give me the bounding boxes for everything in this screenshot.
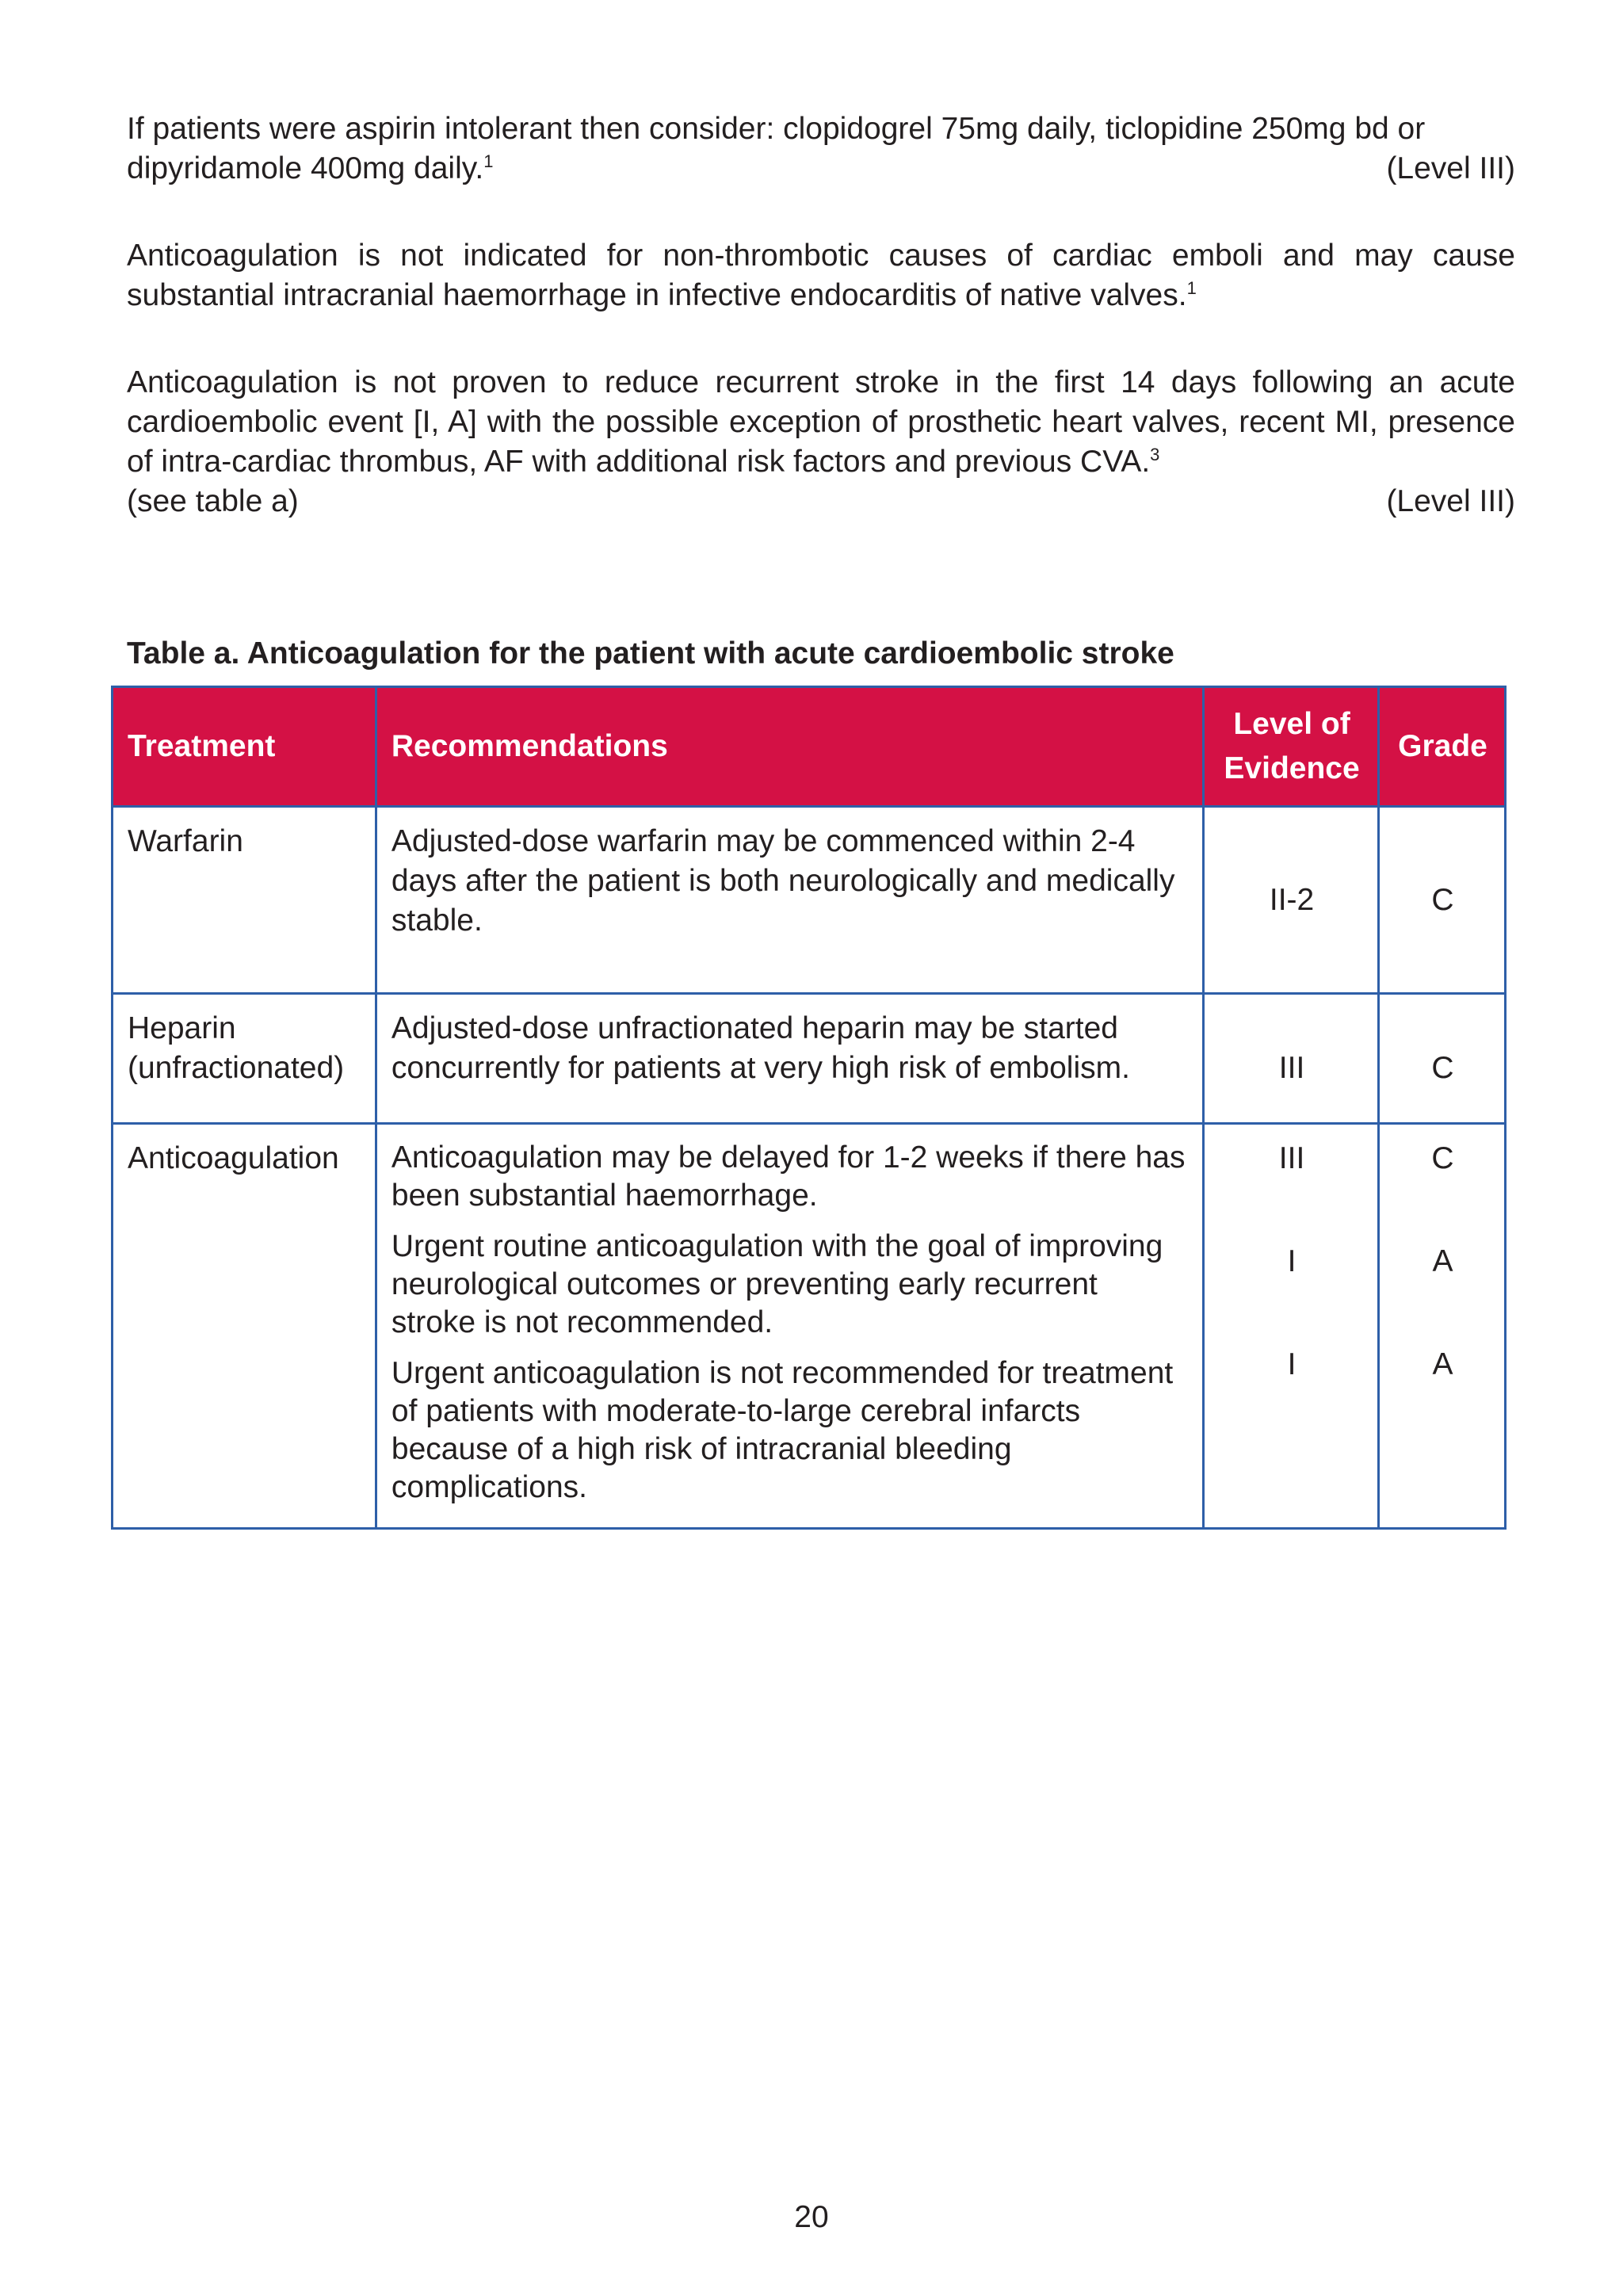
cell-recommendation: Adjusted-dose unfractionated heparin may be started concurrently for patients at very high risk of embolism. [376, 994, 1203, 1124]
cell-treatment: Warfarin [113, 807, 376, 994]
cell-treatment: Heparin (unfractionated) [113, 994, 376, 1124]
footnote-ref: 3 [1150, 445, 1160, 464]
cell-levels [1204, 1124, 1379, 1529]
paragraph-non-thrombotic [127, 236, 1515, 315]
table-header-row [113, 687, 1506, 807]
level-item: I [1287, 1347, 1296, 1381]
header-treatment: Treatment [113, 687, 376, 807]
table-row [113, 1124, 1506, 1529]
footnote-ref: 1 [483, 151, 494, 171]
page-number: 20 [794, 2200, 829, 2234]
paragraph-line: If patients were aspirin intolerant then consider: clopidogrel 75mg daily, ticlopidine 250mg bd or [127, 112, 1426, 146]
paragraph-line-last [127, 149, 1515, 189]
cell-grade: C [1379, 994, 1506, 1124]
grade-item: A [1432, 1347, 1453, 1381]
paragraph-aspirin-intolerant [127, 109, 1515, 189]
cell-grade: C [1379, 807, 1506, 994]
cell-recommendations [376, 1124, 1203, 1529]
header-recommendations: Recommendations [376, 687, 1203, 807]
evidence-level: (Level III) [1386, 151, 1515, 185]
recommendation-item: Urgent anticoagulation is not recommended for treatment of patients with moderate-to-large cerebral infarcts because of a high risk of intracranial bleeding complications. [391, 1356, 1174, 1504]
recommendation-item: Urgent routine anticoagulation with the goal of improving neurological outcomes or preventing early recurrent stroke is not recommended. [391, 1229, 1163, 1339]
grade-item: A [1432, 1244, 1453, 1278]
cell-grades [1379, 1124, 1506, 1529]
evidence-level: (Level III) [1386, 484, 1515, 518]
cell-recommendation: Adjusted-dose warfarin may be commenced within 2-4 days after the patient is both neurologically and medically stable. [376, 807, 1203, 994]
table-caption: Table a. Anticoagulation for the patient with acute cardioembolic stroke [127, 636, 1174, 670]
header-grade: Grade [1379, 687, 1506, 807]
table-reference: (see table a) [127, 484, 299, 518]
cell-level: III [1204, 994, 1379, 1124]
paragraph-line-last [127, 482, 1515, 521]
anticoagulation-table [111, 686, 1507, 1530]
paragraph-line: dipyridamole 400mg daily.$^1$ [127, 151, 494, 185]
cell-treatment: Anticoagulation [113, 1124, 376, 1529]
footnote-ref: 1 [1186, 278, 1197, 298]
table-row [113, 994, 1506, 1124]
grade-item: C [1431, 1141, 1454, 1175]
recommendation-item: Anticoagulation may be delayed for 1-2 weeks if there has been substantial haemorrhage. [391, 1140, 1186, 1213]
cell-level: II-2 [1204, 807, 1379, 994]
level-item: III [1278, 1141, 1305, 1175]
document-body [127, 109, 1515, 569]
level-item: I [1287, 1244, 1296, 1278]
paragraph-text: Anticoagulation is not proven to reduce recurrent stroke in the first 14 days following an acute cardioembolic event [I, A] with the possible exception of prosthetic heart valves, recent MI, presence of intra-cardiac thrombus, AF with additional risk factors and previous CVA. [127, 365, 1515, 479]
table-row [113, 807, 1506, 994]
header-level-of-evidence: Level of Evidence [1204, 687, 1379, 807]
paragraph-text: Anticoagulation is not indicated for non-thrombotic causes of cardiac emboli and may cause substantial intracranial haemorrhage in infective endocarditis of native valves. [127, 239, 1515, 312]
paragraph-recurrent-stroke [127, 363, 1515, 521]
